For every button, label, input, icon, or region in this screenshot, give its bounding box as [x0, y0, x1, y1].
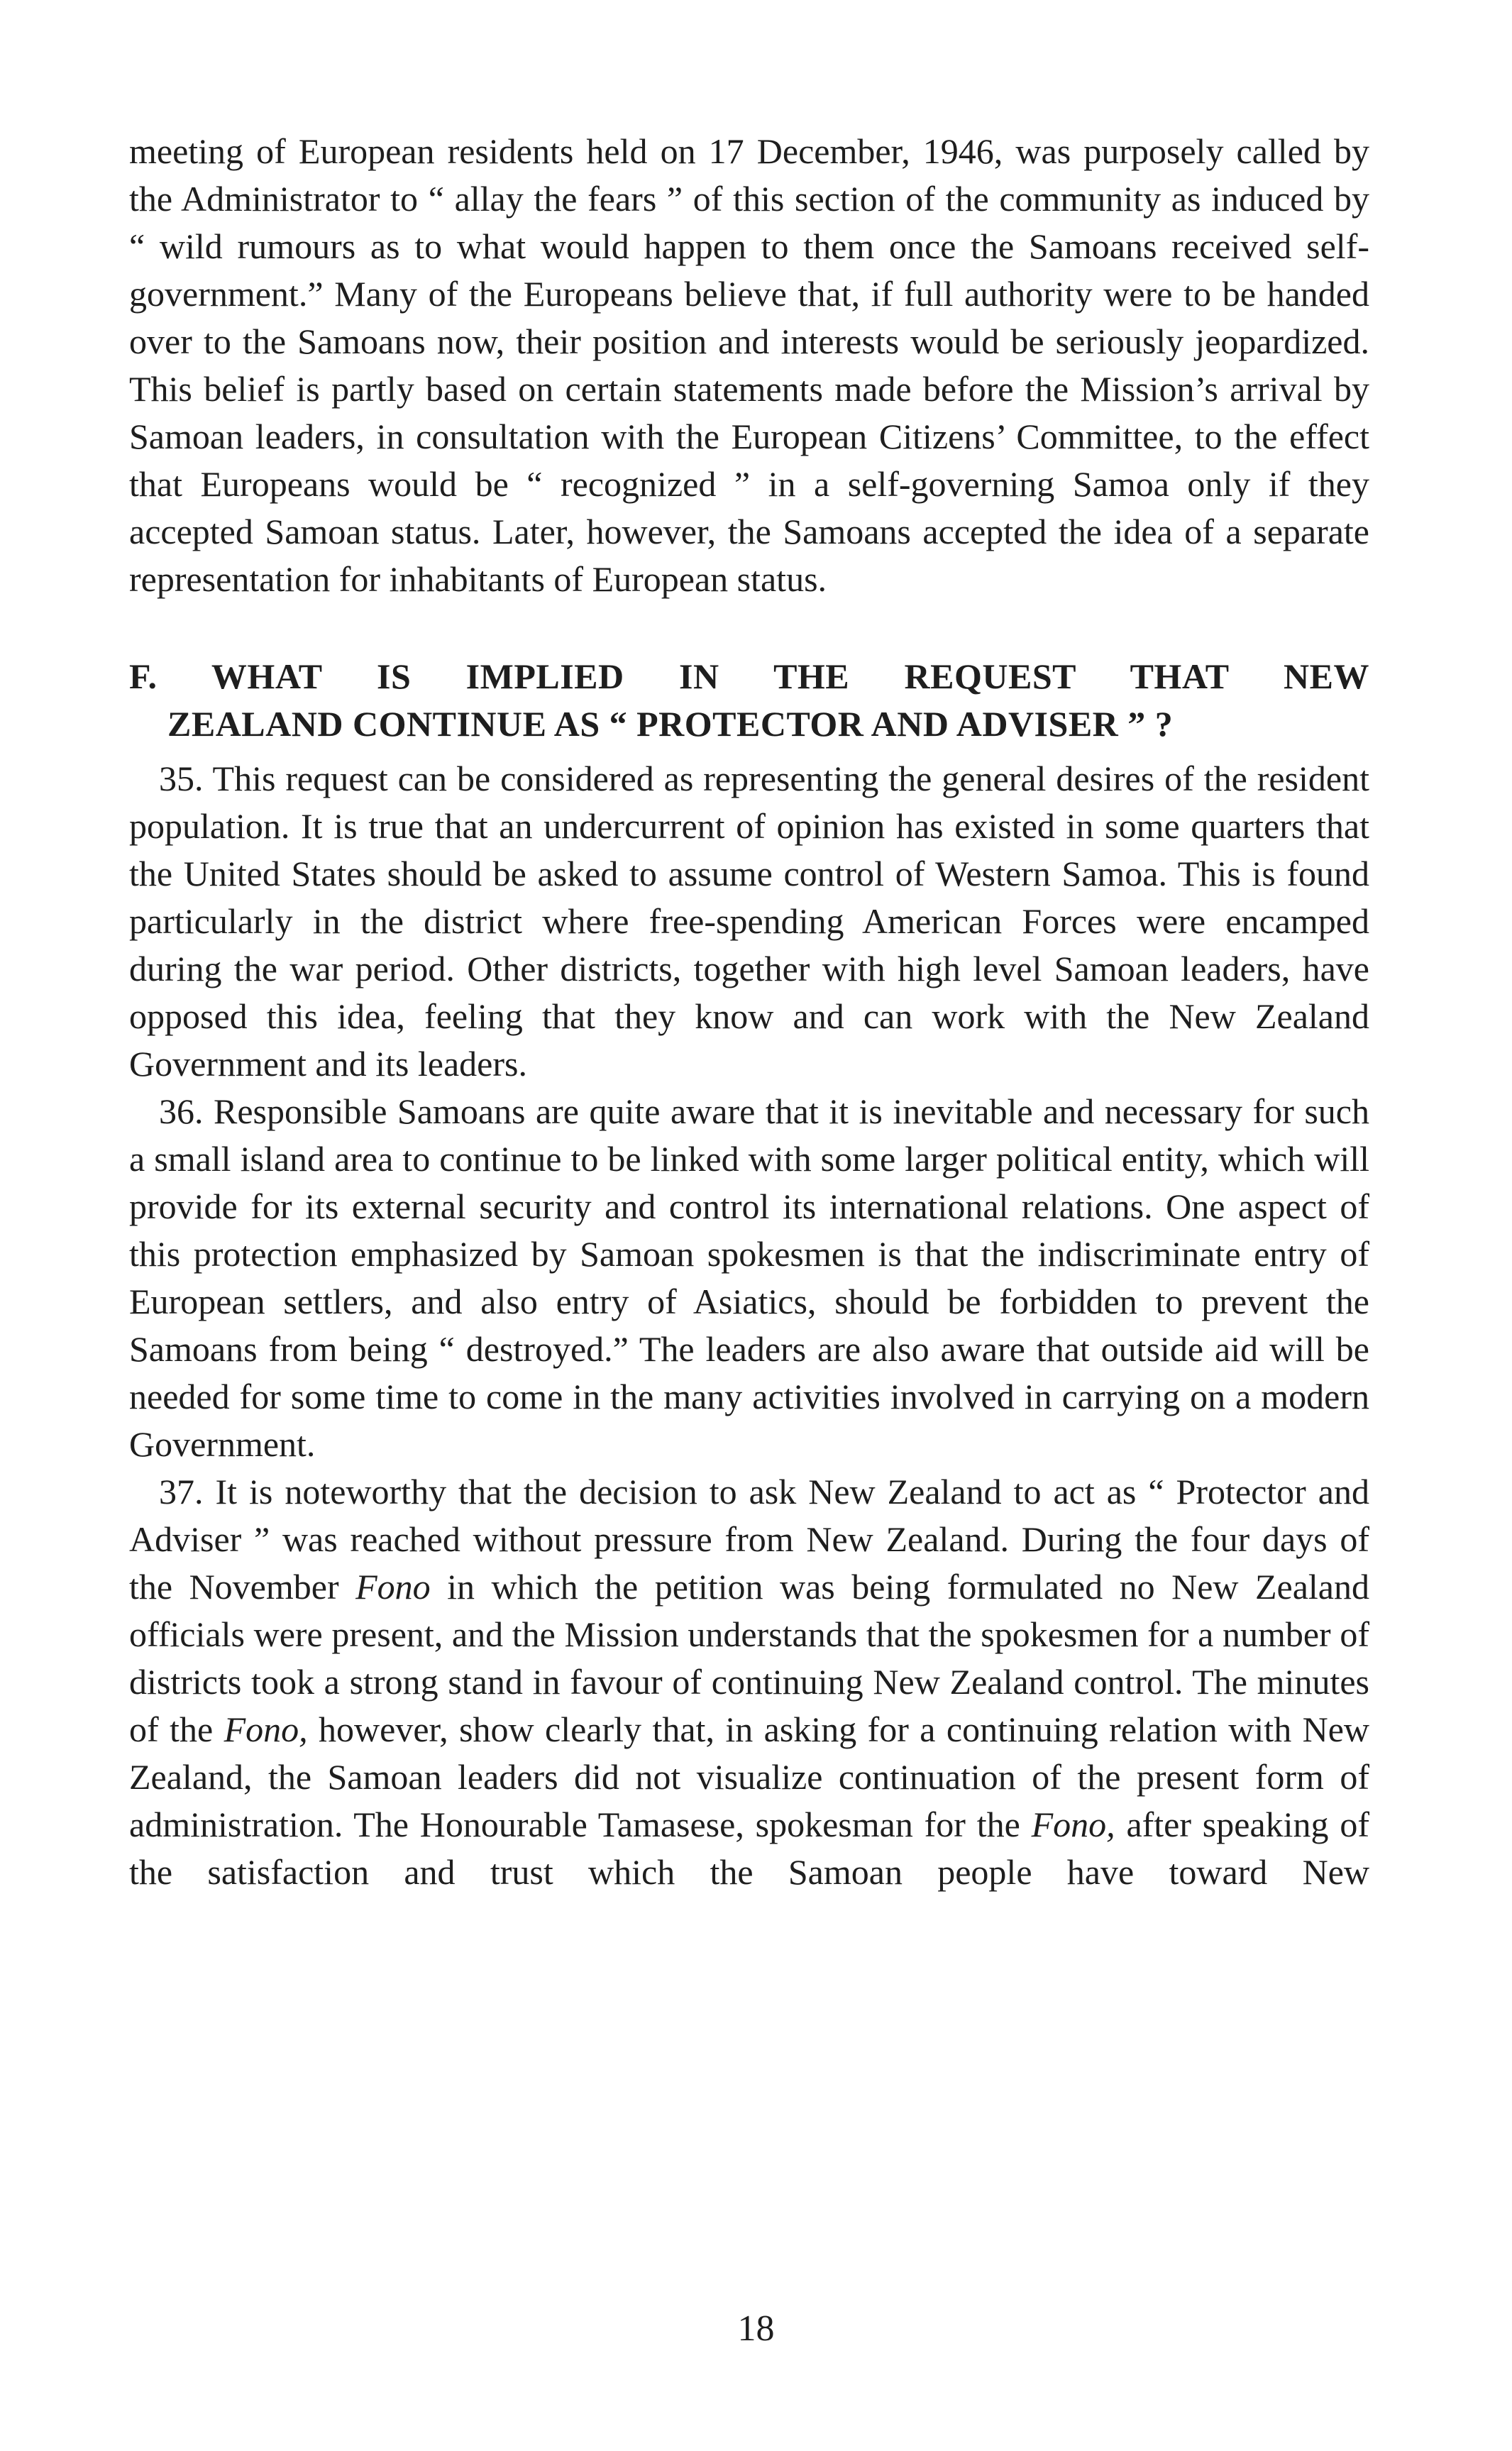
paragraph-36: 36. Responsible Samoans are quite aware that it is inevitable and necessary for such a small island area to continue to be linked with some larger political entity, which will provide for its external security and control its international relations. One aspect of this protection emphasized by Samoan spokesmen is that the indiscriminate entry of European settlers, and also entry of Asiatics, should be forbidden to prevent the Samoans from being “ destroyed.” The leaders are also aware that outside aid will be needed for some time to come in the many activities involved in carrying on a modern Government. — [129, 1091, 1369, 1464]
section-heading-line-2: ZEALAND CONTINUE AS “ PROTECTOR AND ADVISER ” ? — [167, 704, 1174, 744]
spacer — [129, 748, 1369, 755]
paragraph-37-text: 37. It is noteworthy that the decision to ask New Zealand to act as “ Protector and Adviser ” was reached without pressure from New Zealand. During the four days of the November — [129, 1472, 1369, 1607]
document-page — [129, 128, 1369, 1896]
fono-term: Fono, — [224, 1709, 308, 1749]
paragraph-37-text: in which the petition was being formulated no New Zealand officials were present, and the Mission understands that the spokesmen for a number of districts took a strong stand in favour of continuing New Zealand control. The minutes of the — [129, 1567, 1369, 1749]
page-number: 18 — [737, 2308, 775, 2349]
fono-term: Fono, — [1031, 1805, 1115, 1844]
paragraph-37-text: after speaking of the satisfaction and trust which the Samoan people have toward New — [129, 1805, 1369, 1892]
paragraph-37-text: however, show clearly that, in asking for a continuing relation with New Zealand, the Samoan leaders did not visualize continuation of the present form of administration. The Honourable Tamasese, spokesman for the — [129, 1709, 1370, 1844]
section-heading-line-1: F. WHAT IS IMPLIED IN THE REQUEST THAT NEW — [129, 656, 1369, 696]
fono-term: Fono — [355, 1567, 431, 1607]
spacer — [129, 603, 1369, 653]
paragraph-37 — [129, 1468, 1369, 1896]
paragraph-continuation: meeting of European residents held on 17 December, 1946, was purposely called by the Administrator to “ allay the fears ” of this section of the community as induced by “ wild rumours as to what would happen to them once the Samoans received self-government.” Many of the Europeans believe that, if full authority were to be handed over to the Samoans now, their position and interests would be seriously jeopardized. This belief is partly based on certain statements made before the Mission’s arrival by Samoan leaders, in consultation with the European Citizens’ Committee, to the effect that Europeans would be “ recognized ” in a self-governing Samoa only if they accepted Samoan status. Later, however, the Samoans accepted the idea of a separate representation for inhabitants of European status. — [129, 131, 1369, 599]
paragraph-35: 35. This request can be considered as representing the general desires of the resident population. It is true that an undercurrent of opinion has existed in some quarters that the United States should be asked to assume control of Western Samoa. This is found particularly in the district where free-spending American Forces were encamped during the war period. Other districts, together with high level Samoan leaders, have opposed this idea, feeling that they know and can work with the New Zealand Government and its leaders. — [129, 759, 1369, 1084]
section-heading — [129, 653, 1369, 748]
